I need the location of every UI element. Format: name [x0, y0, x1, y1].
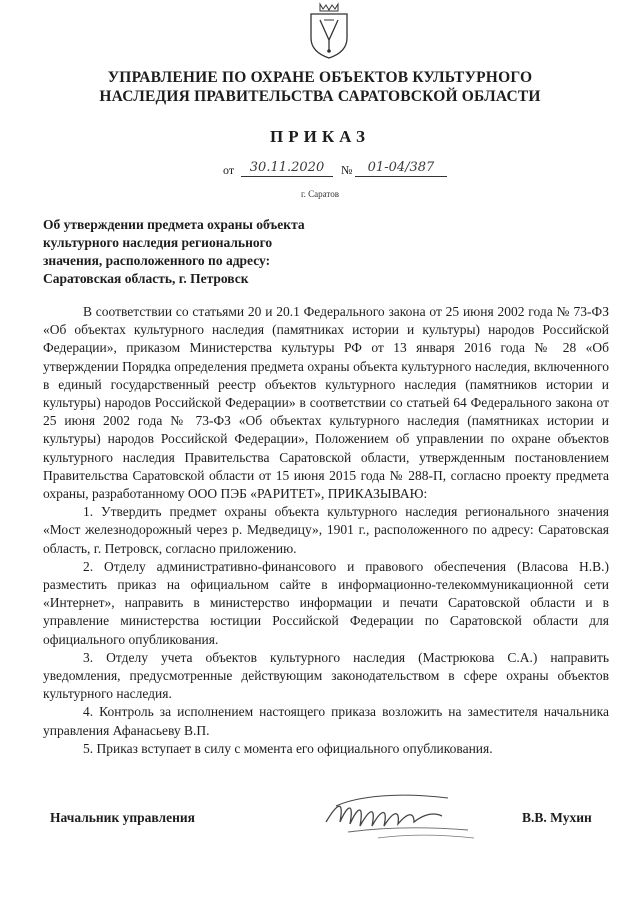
date-number-line [223, 160, 453, 180]
subject-block [43, 216, 363, 288]
organization-name-line2: НАСЛЕДИЯ ПРАВИТЕЛЬСТВА САРАТОВСКОЙ ОБЛАСТИ [99, 88, 541, 105]
saratov-coat-of-arms-icon [306, 2, 352, 60]
order-item-3: 3. Отделу учета объектов культурного наследия (Мастрюкова С.А.) направить уведомления, предусмотренные действующим законодательством в сфере охраны объектов культурного наследия. [43, 649, 609, 702]
preamble-paragraph: В соответствии со статьями 20 и 20.1 Федерального закона от 25 июня 2002 года № 73-ФЗ «Об объектах культурного наследия (памятниках истории и культуры) народов Российской Федерации», приказом Министерства культуры РФ от 13 января 2016 года № 28 «Об утверждении Порядка определения предмета охраны объекта культурного наследия, включенного в единый государственный реестр объектов культурного наследия (памятников истории и культуры) народов Российской Федерации» в соответствии со статьей 64 Федерального закона от 25 июня 2002 года № 73-ФЗ «Об объектах культурного наследия (памятниках истории и культуры) народов Российской Федерации», Положением об управлении по охране объектов культурного наследия Правительства Саратовской области, утвержденным постановлением Правительства Саратовской области от 15 июня 2015 года № 288-П, согласно проекту предмета охраны, разработанному ООО ПЭБ «РАРИТЕТ», ПРИКАЗЫВАЮ: [43, 304, 609, 502]
city: г. Саратов [301, 189, 339, 199]
subject-line: Об утверждении предмета охраны объекта [43, 217, 305, 232]
date-prefix: от [223, 163, 235, 177]
document-title: ПРИКАЗ [270, 127, 370, 146]
order-item-2: 2. Отделу административно-финансового и правового обеспечения (Власова Н.В.) разместить приказ на официальном сайте в информационно-телекоммуникационной сети «Интернет», направить в министерство информации и печати Саратовской области и в управление министерства юстиции Российской Федерации по Саратовской области для официального опубликования. [43, 558, 609, 647]
order-item-4: 4. Контроль за исполнением настоящего приказа возложить на заместителя начальника управления Афанасьеву В.П. [43, 704, 609, 738]
subject-line: Саратовская область, г. Петровск [43, 271, 249, 286]
handwritten-date: 30.11.2020 [241, 160, 333, 177]
order-item-1: 1. Утвердить предмет охраны объекта культурного наследия регионального значения «Мост железнодорожный через р. Медведицу», 1901 г., расположенного по адресу: Саратовская область, г. Петровск, согласно приложению. [43, 504, 609, 556]
signer-position: Начальник управления [50, 810, 195, 825]
document-body [43, 303, 609, 758]
organization-name-line1: УПРАВЛЕНИЕ ПО ОХРАНЕ ОБЪЕКТОВ КУЛЬТУРНОГО [107, 69, 533, 86]
handwritten-signature [318, 782, 478, 847]
order-item-5: 5. Приказ вступает в силу с момента его официального опубликования. [83, 740, 493, 756]
number-prefix: № [341, 163, 353, 177]
handwritten-number: 01-04/387 [355, 160, 447, 177]
subject-line: значения, расположенного по адресу: [43, 253, 271, 268]
signer-name: В.В. Мухин [522, 810, 592, 825]
subject-line: культурного наследия регионального [43, 235, 273, 250]
